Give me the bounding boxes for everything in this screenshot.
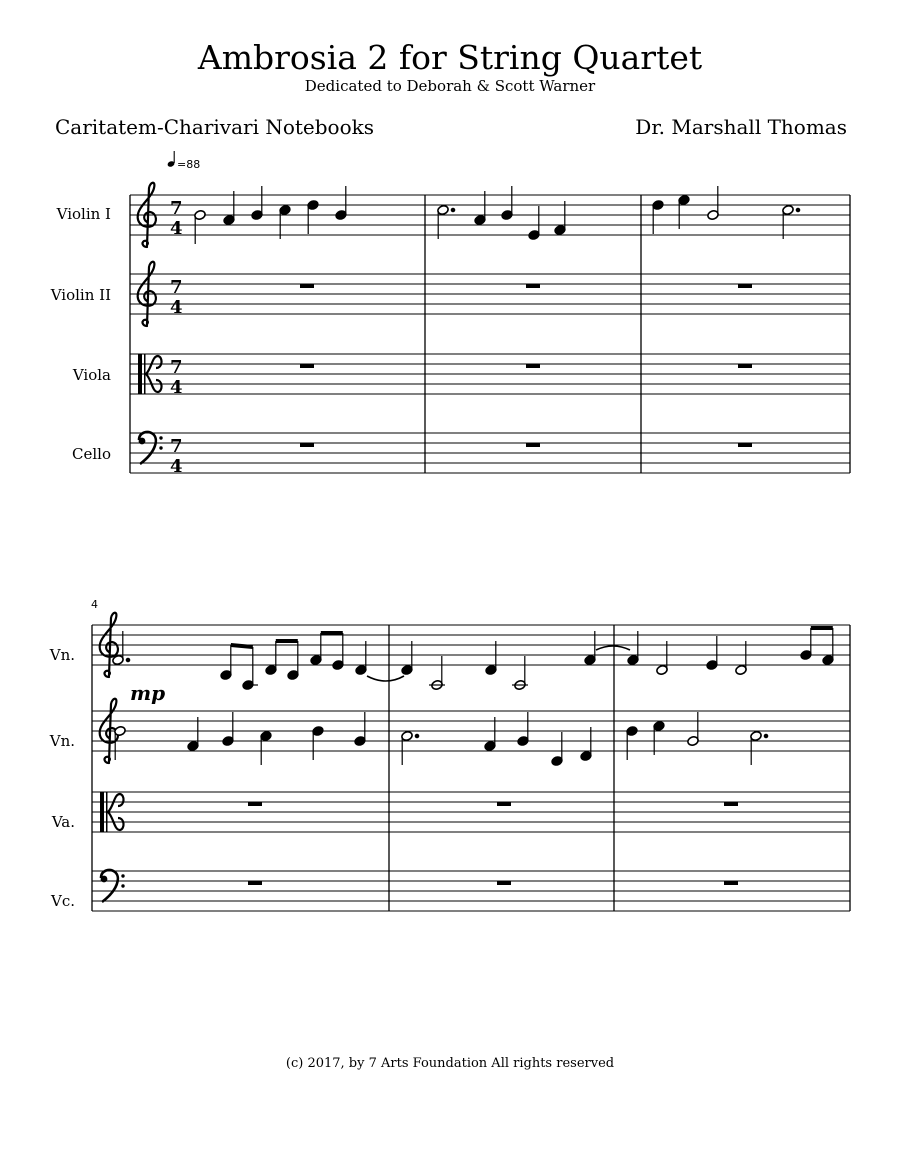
- svg-text:7: 7: [170, 436, 183, 457]
- instrument-name: Vn.: [49, 732, 75, 750]
- instrument-name: Va.: [51, 813, 75, 831]
- violin-2-notes: [114, 712, 768, 767]
- instrument-name: Cello: [72, 445, 111, 463]
- bass-clef-icon: [101, 870, 125, 902]
- dedication: Dedicated to Deborah & Scott Warner: [304, 77, 596, 95]
- svg-text:4: 4: [170, 456, 183, 477]
- copyright-footer: (c) 2017, by 7 Arts Foundation All rights reserved: [285, 1056, 615, 1071]
- whole-rests: [248, 802, 738, 885]
- instrument-name: Vn.: [49, 646, 75, 664]
- staff-lines: [130, 195, 850, 473]
- instrument-name: Violin I: [56, 205, 111, 223]
- whole-rests: [300, 284, 752, 447]
- tempo-marking: [167, 151, 200, 171]
- svg-text:7: 7: [170, 198, 183, 219]
- composer: Dr. Marshall Thomas: [635, 115, 847, 139]
- dynamic-marking: mp: [130, 681, 166, 705]
- time-signatures: [170, 198, 183, 477]
- publisher: Caritatem-Charivari Notebooks: [55, 115, 375, 139]
- svg-text:4: 4: [170, 297, 183, 318]
- svg-text:4: 4: [170, 377, 183, 398]
- score-title: Ambrosia 2 for String Quartet: [197, 38, 703, 77]
- tempo-text: =88: [177, 158, 201, 171]
- svg-text:4: 4: [170, 218, 183, 239]
- instrument-name: Vc.: [50, 892, 75, 910]
- system-2: [49, 598, 850, 911]
- barlines: [130, 195, 850, 473]
- system-1: [50, 151, 850, 477]
- instrument-name: Viola: [72, 366, 111, 384]
- svg-text:7: 7: [170, 357, 183, 378]
- svg-text:7: 7: [170, 277, 183, 298]
- instrument-name: Violin II: [50, 286, 111, 304]
- bass-clef-icon: [139, 432, 163, 464]
- violin-1-notes: [112, 628, 835, 691]
- measure-number: 4: [91, 598, 98, 611]
